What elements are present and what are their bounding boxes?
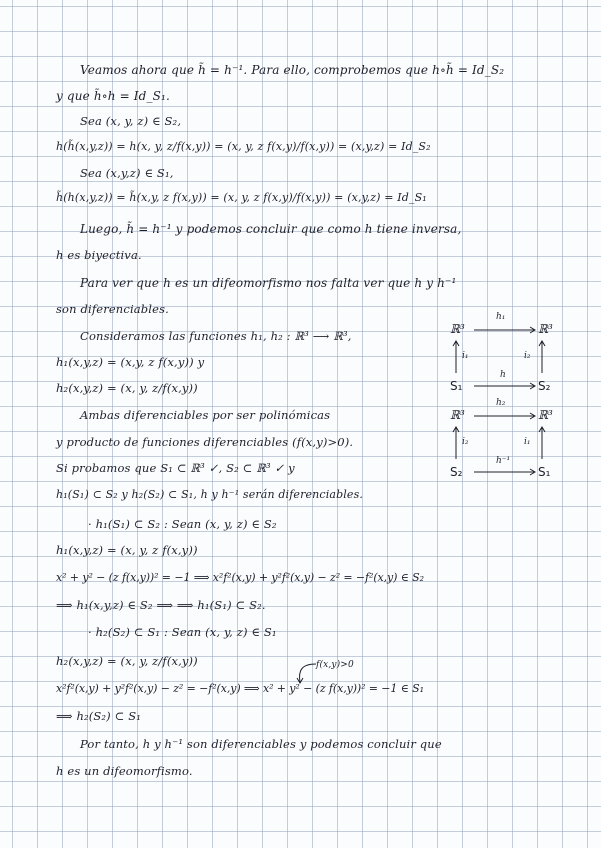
text-line-3: Sea (x, y, z) ∈ S₂, bbox=[80, 114, 182, 128]
text-line-15: y producto de funciones diferenciables (f(x,y)>0). bbox=[56, 435, 354, 449]
text-line-22: · h₂(S₂) ⊂ S₁ : Sean (x, y, z) ∈ S₁ bbox=[88, 625, 277, 639]
diagram-2-bottom-map: h⁻¹ bbox=[496, 456, 511, 466]
text-line-27: h es un difeomorfismo. bbox=[56, 764, 193, 778]
text-line-26: Por tanto, h y h⁻¹ son diferenciables y podemos concluir que bbox=[80, 737, 442, 751]
text-line-21: ⟹ h₁(x,y,z) ∈ S₂ ⟹ ⟹ h₁(S₁) ⊂ S₂. bbox=[56, 598, 266, 612]
text-line-18: · h₁(S₁) ⊂ S₂ : Sean (x, y, z) ∈ S₂ bbox=[88, 517, 277, 531]
diagram-1-right-map: i₂ bbox=[524, 351, 531, 361]
text-line-4: h(h̃(x,y,z)) = h(x, y, z/f(x,y)) = (x, y, z f(x,y)/f(x,y)) = (x,y,z) = Id_S₂ bbox=[56, 140, 431, 153]
text-line-8: h es biyectiva. bbox=[56, 248, 142, 262]
text-line-11: Consideramos las funciones h₁, h₂ : ℝ³ ⟶ ℝ³, bbox=[80, 329, 352, 343]
diagram-1-bottom-map: h bbox=[500, 370, 506, 380]
diagram-1-bottom-left: S₁ bbox=[450, 379, 463, 393]
diagram-1-left-map: i₁ bbox=[462, 351, 469, 361]
text-line-14: Ambas diferenciables por ser polinómicas bbox=[80, 408, 331, 422]
text-line-16: Si probamos que S₁ ⊂ ℝ³ ✓, S₂ ⊂ ℝ³ ✓ y bbox=[56, 461, 295, 475]
text-line-2: y que h̃∘h = Id_S₁. bbox=[56, 89, 170, 103]
text-line-1: Veamos ahora que h̃ = h⁻¹. Para ello, comprobemos que h∘h̃ = Id_S₂ bbox=[80, 63, 505, 77]
text-line-5: Sea (x,y,z) ∈ S₁, bbox=[80, 166, 174, 180]
text-line-25: ⟹ h₂(S₂) ⊂ S₁ bbox=[56, 709, 142, 723]
commutative-diagram-2 bbox=[450, 398, 560, 479]
text-line-24: x²f²(x,y) + y²f²(x,y) − z² = −f²(x,y) ⟹ x² + y² − (z f(x,y))² = −1 ∈ S₁ bbox=[56, 682, 424, 695]
diagram-2-top-left: ℝ³ bbox=[450, 408, 465, 422]
diagram-1-top-left: ℝ³ bbox=[450, 322, 465, 336]
diagram-2-bottom-left: S₂ bbox=[450, 465, 463, 479]
text-line-7: Luego, h̃ = h⁻¹ y podemos concluir que como h tiene inversa, bbox=[80, 222, 462, 236]
text-line-19: h₁(x,y,z) = (x, y, z f(x,y)) bbox=[56, 543, 198, 557]
diagram-1-top-map: h₁ bbox=[496, 312, 506, 322]
diagram-2-bottom-right: S₁ bbox=[538, 465, 551, 479]
text-line-13: h₂(x,y,z) = (x, y, z/f(x,y)) bbox=[56, 381, 198, 395]
commutative-diagram-1 bbox=[450, 312, 560, 393]
diagram-1-top-right: ℝ³ bbox=[538, 322, 553, 336]
text-line-9: Para ver que h es un difeomorfismo nos falta ver que h y h⁻¹ bbox=[80, 276, 457, 290]
text-line-23: h₂(x,y,z) = (x, y, z/f(x,y)) bbox=[56, 654, 198, 668]
diagram-2-top-map: h₂ bbox=[496, 398, 506, 408]
diagram-1-bottom-right: S₂ bbox=[538, 379, 551, 393]
text-line-20: x² + y² − (z f(x,y))² = −1 ⟹ x²f²(x,y) + y²f²(x,y) − z² = −f²(x,y) ∈ S₂ bbox=[56, 571, 424, 584]
text-line-10: son diferenciables. bbox=[56, 302, 169, 316]
diagram-2-top-right: ℝ³ bbox=[538, 408, 553, 422]
diagram-2-left-map: i₂ bbox=[462, 437, 469, 447]
diagram-2-right-map: i₁ bbox=[524, 437, 531, 447]
text-line-6: h̃(h(x,y,z)) = h̃(x,y, z f(x,y)) = (x, y, z f(x,y)/f(x,y)) = (x,y,z) = Id_S₁ bbox=[56, 191, 427, 204]
text-line-12: h₁(x,y,z) = (x,y, z f(x,y)) y bbox=[56, 355, 205, 369]
text-line-17: h₁(S₁) ⊂ S₂ y h₂(S₂) ⊂ S₁, h y h⁻¹ serán diferenciables. bbox=[56, 488, 364, 501]
annotation-f-positive: f(x,y)>0 bbox=[316, 660, 354, 670]
